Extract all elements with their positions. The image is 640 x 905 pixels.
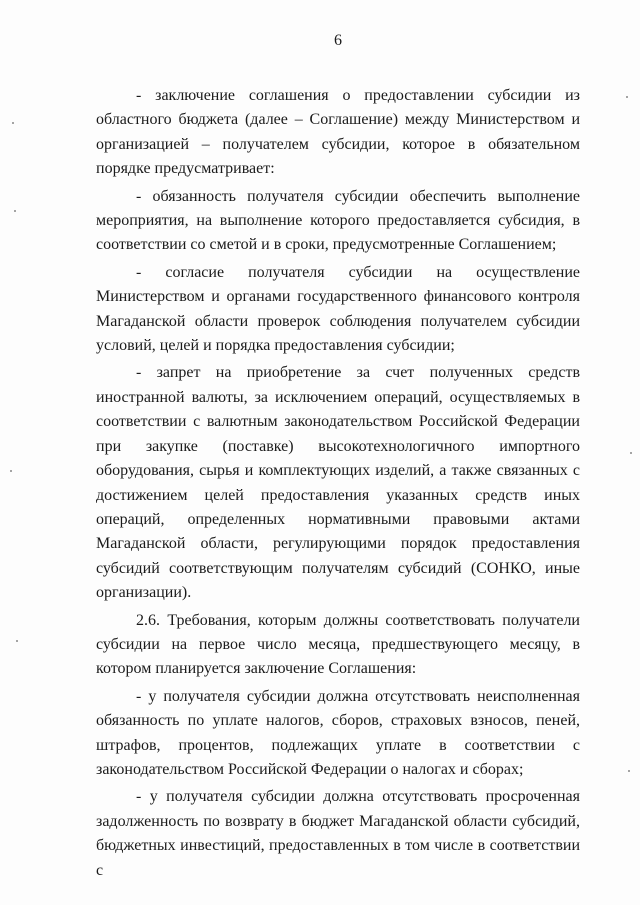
scan-speck <box>12 122 14 124</box>
scan-speck <box>16 640 18 642</box>
scan-speck <box>626 96 628 98</box>
scan-speck <box>14 210 16 212</box>
paragraph-no-tax-debt: - у получателя субсидии должна отсутствовать неисполненная обязанность по уплате налогов, сборов, страховых взносов, пеней, штрафов, процентов, подлежащих уплате в соответствии с законодательством Российской Федерации о налогах и сборах; <box>96 687 580 778</box>
scan-speck <box>628 770 630 772</box>
page-number: 6 <box>334 32 342 49</box>
scan-speck <box>630 452 632 454</box>
paragraph-consent-inspections: - согласие получателя субсидии на осуществление Министерством и органами государственного финансового контроля Магаданской области проверок соблюдения получателем субсидии условий, целей и порядка предоставления субсидии; <box>96 263 580 355</box>
paragraph-currency-prohibition: - запрет на приобретение за счет полученных средств иностранной валюты, за исключением операций, осуществляемых в соответствии с валютным законодательством Российской Федерации при закупке (поставке) высокотехнологичного импортного оборудования, сырья и комплектующих изделий, а также связанных с достижением целей предоставления указанных средств иных операций, определенных нормативными правовыми актами Магаданской области, регулирующими порядок предоставления субсидий соответствующим получателям субсидий (СОНКО, иные организации). <box>96 364 580 602</box>
paragraph-section-2-6: 2.6. Требования, которым должны соответствовать получатели субсидии на первое число месяца, предшествующего месяцу, в котором планируется заключение Соглашения: <box>96 611 580 678</box>
paragraph-no-overdue-debt: - у получателя субсидии должна отсутствовать просроченная задолженность по возврату в бюджет Магаданской области субсидий, бюджетных инвестиций, предоставленных в том числе в соответствии с <box>96 788 580 879</box>
paragraph-obligation: - обязанность получателя субсидии обеспечить выполнение мероприятия, на выполнение которого предоставляется субсидия, в соответствии со сметой и в сроки, предусмотренные Соглашением; <box>96 187 580 254</box>
scan-speck <box>10 470 12 472</box>
document-body <box>96 84 580 883</box>
paragraph-agreement-conclusion: - заключение соглашения о предоставлении субсидии из областного бюджета (далее – Соглашение) между Министерством и организацией – получателем субсидии, которое в обязательном порядке предусматривает: <box>96 87 580 178</box>
